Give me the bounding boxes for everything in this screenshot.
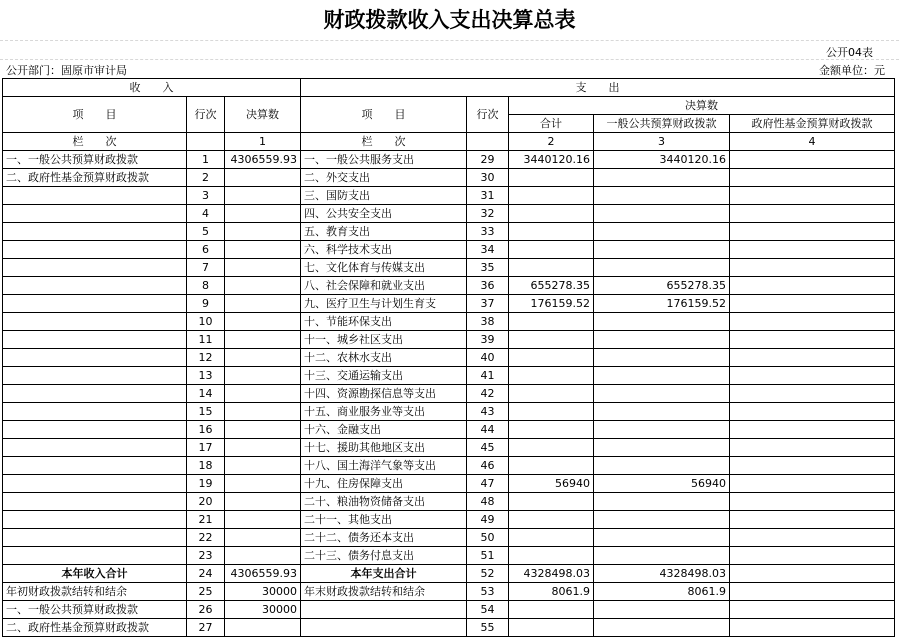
income-item-cell: [3, 241, 187, 259]
income-rowno-cell: 3: [187, 187, 225, 205]
income-item-cell: [3, 367, 187, 385]
income-amount-cell: [225, 241, 301, 259]
fund-cell: [730, 313, 895, 331]
fund-cell: [730, 169, 895, 187]
income-item-cell: [3, 421, 187, 439]
total-cell: [509, 421, 594, 439]
income-item-cell: [3, 349, 187, 367]
expense-item-cell: 年末财政拨款结转和结余: [301, 583, 467, 601]
expense-item-cell: 二十、粮油物资储备支出: [301, 493, 467, 511]
expense-item-cell: 六、科学技术支出: [301, 241, 467, 259]
expense-item-cell: 十一、城乡社区支出: [301, 331, 467, 349]
general-cell: 4328498.03: [594, 565, 730, 583]
fund-cell: [730, 277, 895, 295]
expense-item-cell: 十八、国土海洋气象等支出: [301, 457, 467, 475]
income-rowno-cell: 20: [187, 493, 225, 511]
unit-label: 金额单位：元: [819, 64, 885, 77]
form-number: 公开04表: [826, 46, 873, 59]
income-item-header: 项 目: [3, 97, 187, 133]
income-rowno-cell: 27: [187, 619, 225, 637]
income-amount-cell: 4306559.93: [225, 151, 301, 169]
total-cell: [509, 313, 594, 331]
general-cell: [594, 421, 730, 439]
income-item-cell: 二、政府性基金预算财政拨款: [3, 169, 187, 187]
table-row: [3, 205, 895, 223]
fund-cell: [730, 259, 895, 277]
total-cell: [509, 493, 594, 511]
general-cell: [594, 493, 730, 511]
income-rowno-cell: 13: [187, 367, 225, 385]
income-rowno-cell: 9: [187, 295, 225, 313]
expense-rowno-cell: 37: [467, 295, 509, 313]
fund-cell: [730, 529, 895, 547]
income-amount-cell: [225, 475, 301, 493]
income-amount-cell: [225, 295, 301, 313]
total-cell: [509, 547, 594, 565]
expense-rowno-cell: 42: [467, 385, 509, 403]
income-rowno-cell: 1: [187, 151, 225, 169]
general-cell: [594, 619, 730, 637]
general-cell: [594, 349, 730, 367]
total-cell: [509, 367, 594, 385]
general-cell: [594, 601, 730, 619]
general-cell: [594, 457, 730, 475]
income-amount-cell: [225, 367, 301, 385]
fund-cell: [730, 475, 895, 493]
fund-cell: [730, 205, 895, 223]
income-amount-cell: [225, 277, 301, 295]
expense-item-cell: 三、国防支出: [301, 187, 467, 205]
total-cell: 4328498.03: [509, 565, 594, 583]
fund-cell: [730, 457, 895, 475]
income-amount-cell: [225, 403, 301, 421]
table-row: [3, 151, 895, 169]
total-cell: 3440120.16: [509, 151, 594, 169]
budget-table: [2, 78, 895, 637]
income-rowno-cell: 23: [187, 547, 225, 565]
general-cell: [594, 529, 730, 547]
expense-item-cell: 一、一般公共服务支出: [301, 151, 467, 169]
income-rowno-cell: 15: [187, 403, 225, 421]
general-header: 一般公共预算财政拨款: [594, 115, 730, 133]
table-row: [3, 439, 895, 457]
sheet-gridline: [0, 59, 899, 60]
income-rowno-cell: 4: [187, 205, 225, 223]
fund-cell: [730, 439, 895, 457]
income-item-cell: [3, 205, 187, 223]
general-cell: 3440120.16: [594, 151, 730, 169]
total-cell: [509, 331, 594, 349]
table-row: [3, 619, 895, 637]
total-cell: 8061.9: [509, 583, 594, 601]
col-index-1: 1: [225, 133, 301, 151]
income-item-cell: [3, 295, 187, 313]
table-row: [3, 403, 895, 421]
income-rowno-cell: 2: [187, 169, 225, 187]
expense-rowno-cell: 43: [467, 403, 509, 421]
fund-cell: [730, 385, 895, 403]
expense-rowno-cell: 29: [467, 151, 509, 169]
fund-cell: [730, 187, 895, 205]
table-row: [3, 241, 895, 259]
income-amount-cell: [225, 511, 301, 529]
income-item-cell: 二、政府性基金预算财政拨款: [3, 619, 187, 637]
income-amount-cell: 30000: [225, 583, 301, 601]
income-rowno-cell: 10: [187, 313, 225, 331]
fund-cell: [730, 619, 895, 637]
income-item-cell: 本年收入合计: [3, 565, 187, 583]
income-lanci: 栏 次: [3, 133, 187, 151]
income-amount-cell: 4306559.93: [225, 565, 301, 583]
expense-rowno-cell: 45: [467, 439, 509, 457]
general-cell: [594, 511, 730, 529]
expense-item-cell: 十四、资源勘探信息等支出: [301, 385, 467, 403]
expense-lanci-no: [467, 133, 509, 151]
income-amount-cell: [225, 223, 301, 241]
total-cell: [509, 241, 594, 259]
expense-item-cell: 十五、商业服务业等支出: [301, 403, 467, 421]
general-cell: [594, 313, 730, 331]
income-amount-cell: [225, 187, 301, 205]
total-cell: [509, 619, 594, 637]
table-row: [3, 313, 895, 331]
income-item-cell: [3, 439, 187, 457]
expense-item-cell: 二十二、债务还本支出: [301, 529, 467, 547]
col-index-4: 4: [730, 133, 895, 151]
income-rowno-cell: 6: [187, 241, 225, 259]
expense-item-cell: 十七、援助其他地区支出: [301, 439, 467, 457]
total-cell: [509, 223, 594, 241]
income-amount-header: 决算数: [225, 97, 301, 133]
total-cell: [509, 457, 594, 475]
fund-cell: [730, 547, 895, 565]
expense-rowno-cell: 44: [467, 421, 509, 439]
expense-item-cell: 九、医疗卫生与计划生育支: [301, 295, 467, 313]
income-amount-cell: [225, 205, 301, 223]
general-cell: [594, 331, 730, 349]
general-cell: 56940: [594, 475, 730, 493]
table-row: [3, 277, 895, 295]
income-amount-cell: [225, 529, 301, 547]
expense-rowno-cell: 30: [467, 169, 509, 187]
table-row: [3, 511, 895, 529]
general-cell: [594, 367, 730, 385]
table-row: [3, 529, 895, 547]
expense-rowno-cell: 35: [467, 259, 509, 277]
expense-rowno-cell: 55: [467, 619, 509, 637]
income-rowno-cell: 16: [187, 421, 225, 439]
table-row: [3, 493, 895, 511]
expense-amount-header: 决算数: [509, 97, 895, 115]
fund-header: 政府性基金预算财政拨款: [730, 115, 895, 133]
expense-rowno-cell: 34: [467, 241, 509, 259]
total-cell: [509, 511, 594, 529]
table-row: [3, 331, 895, 349]
income-amount-cell: [225, 331, 301, 349]
report-title: 财政拨款收入支出决算总表: [323, 7, 576, 32]
general-cell: 655278.35: [594, 277, 730, 295]
income-rowno-cell: 21: [187, 511, 225, 529]
expense-rowno-cell: 54: [467, 601, 509, 619]
total-header: 合计: [509, 115, 594, 133]
expense-rowno-cell: 51: [467, 547, 509, 565]
income-rowno-cell: 12: [187, 349, 225, 367]
total-cell: [509, 187, 594, 205]
income-item-cell: [3, 529, 187, 547]
general-cell: [594, 259, 730, 277]
expense-rowno-cell: 50: [467, 529, 509, 547]
fund-cell: [730, 295, 895, 313]
table-row: [3, 295, 895, 313]
general-cell: [594, 223, 730, 241]
income-amount-cell: [225, 439, 301, 457]
col-index-2: 2: [509, 133, 594, 151]
income-item-cell: 年初财政拨款结转和结余: [3, 583, 187, 601]
fund-cell: [730, 601, 895, 619]
general-cell: [594, 169, 730, 187]
expense-item-cell: 十三、交通运输支出: [301, 367, 467, 385]
income-amount-cell: [225, 349, 301, 367]
fund-cell: [730, 241, 895, 259]
income-rowno-header: 行次: [187, 97, 225, 133]
expense-rowno-cell: 36: [467, 277, 509, 295]
expense-item-cell: 四、公共安全支出: [301, 205, 467, 223]
income-item-cell: [3, 475, 187, 493]
table-row: [3, 547, 895, 565]
expense-item-cell: 十二、农林水支出: [301, 349, 467, 367]
table-row: [3, 583, 895, 601]
expense-rowno-cell: 32: [467, 205, 509, 223]
income-rowno-cell: 11: [187, 331, 225, 349]
expense-item-cell: 二十一、其他支出: [301, 511, 467, 529]
income-rowno-cell: 26: [187, 601, 225, 619]
fund-cell: [730, 367, 895, 385]
general-cell: [594, 205, 730, 223]
expense-item-cell: 八、社会保障和就业支出: [301, 277, 467, 295]
total-cell: [509, 349, 594, 367]
general-cell: [594, 187, 730, 205]
expense-item-cell: 五、教育支出: [301, 223, 467, 241]
expense-rowno-cell: 40: [467, 349, 509, 367]
fund-cell: [730, 583, 895, 601]
income-item-cell: [3, 403, 187, 421]
total-cell: [509, 169, 594, 187]
fund-cell: [730, 403, 895, 421]
income-item-cell: [3, 259, 187, 277]
income-item-cell: [3, 493, 187, 511]
income-amount-cell: [225, 259, 301, 277]
income-amount-cell: [225, 547, 301, 565]
expense-item-cell: 二、外交支出: [301, 169, 467, 187]
expense-item-cell: [301, 601, 467, 619]
total-cell: [509, 529, 594, 547]
expense-item-cell: [301, 619, 467, 637]
expense-rowno-cell: 47: [467, 475, 509, 493]
sheet-gridline: [0, 40, 899, 41]
income-item-cell: [3, 277, 187, 295]
expense-rowno-cell: 38: [467, 313, 509, 331]
income-rowno-cell: 7: [187, 259, 225, 277]
table-row: [3, 421, 895, 439]
fund-cell: [730, 511, 895, 529]
general-cell: [594, 439, 730, 457]
col-index-3: 3: [594, 133, 730, 151]
fund-cell: [730, 223, 895, 241]
table-row: [3, 457, 895, 475]
income-item-cell: [3, 187, 187, 205]
expense-header: 支 出: [301, 79, 895, 97]
table-row: [3, 169, 895, 187]
expense-rowno-cell: 48: [467, 493, 509, 511]
expense-rowno-cell: 39: [467, 331, 509, 349]
total-cell: [509, 601, 594, 619]
fund-cell: [730, 349, 895, 367]
income-rowno-cell: 24: [187, 565, 225, 583]
expense-rowno-header: 行次: [467, 97, 509, 133]
fund-cell: [730, 493, 895, 511]
income-item-cell: [3, 331, 187, 349]
income-rowno-cell: 25: [187, 583, 225, 601]
income-rowno-cell: 17: [187, 439, 225, 457]
income-rowno-cell: 14: [187, 385, 225, 403]
income-amount-cell: 30000: [225, 601, 301, 619]
expense-rowno-cell: 33: [467, 223, 509, 241]
income-item-cell: [3, 457, 187, 475]
income-header: 收 入: [3, 79, 301, 97]
total-cell: [509, 205, 594, 223]
table-row: [3, 601, 895, 619]
general-cell: 176159.52: [594, 295, 730, 313]
expense-rowno-cell: 53: [467, 583, 509, 601]
income-item-cell: [3, 313, 187, 331]
general-cell: [594, 241, 730, 259]
table-row: [3, 565, 895, 583]
income-amount-cell: [225, 493, 301, 511]
department-label: 公开部门：固原市审计局: [6, 64, 127, 77]
income-item-cell: 一、一般公共预算财政拨款: [3, 151, 187, 169]
table-row: [3, 475, 895, 493]
income-amount-cell: [225, 385, 301, 403]
income-amount-cell: [225, 457, 301, 475]
income-item-cell: [3, 511, 187, 529]
income-rowno-cell: 18: [187, 457, 225, 475]
income-amount-cell: [225, 619, 301, 637]
table-row: [3, 187, 895, 205]
fund-cell: [730, 151, 895, 169]
income-amount-cell: [225, 169, 301, 187]
expense-item-cell: 十六、金融支出: [301, 421, 467, 439]
income-item-cell: [3, 223, 187, 241]
general-cell: [594, 547, 730, 565]
table-row: [3, 367, 895, 385]
fund-cell: [730, 421, 895, 439]
total-cell: [509, 403, 594, 421]
table-row: [3, 259, 895, 277]
income-amount-cell: [225, 421, 301, 439]
general-cell: [594, 385, 730, 403]
expense-lanci: 栏 次: [301, 133, 467, 151]
total-cell: [509, 385, 594, 403]
income-rowno-cell: 8: [187, 277, 225, 295]
expense-item-cell: 二十三、债务付息支出: [301, 547, 467, 565]
fund-cell: [730, 331, 895, 349]
total-cell: [509, 439, 594, 457]
expense-item-cell: 十、节能环保支出: [301, 313, 467, 331]
income-rowno-cell: 5: [187, 223, 225, 241]
table-row: [3, 385, 895, 403]
income-item-cell: [3, 547, 187, 565]
income-amount-cell: [225, 313, 301, 331]
income-item-cell: [3, 385, 187, 403]
general-cell: 8061.9: [594, 583, 730, 601]
expense-rowno-cell: 52: [467, 565, 509, 583]
expense-rowno-cell: 49: [467, 511, 509, 529]
income-rowno-cell: 22: [187, 529, 225, 547]
total-cell: 655278.35: [509, 277, 594, 295]
expense-rowno-cell: 41: [467, 367, 509, 385]
table-row: [3, 223, 895, 241]
table-row: [3, 349, 895, 367]
expense-rowno-cell: 31: [467, 187, 509, 205]
expense-item-cell: 七、文化体育与传媒支出: [301, 259, 467, 277]
fund-cell: [730, 565, 895, 583]
income-lanci-no: [187, 133, 225, 151]
general-cell: [594, 403, 730, 421]
expense-rowno-cell: 46: [467, 457, 509, 475]
income-item-cell: 一、一般公共预算财政拨款: [3, 601, 187, 619]
income-rowno-cell: 19: [187, 475, 225, 493]
total-cell: 176159.52: [509, 295, 594, 313]
expense-item-cell: 本年支出合计: [301, 565, 467, 583]
total-cell: [509, 259, 594, 277]
expense-item-header: 项 目: [301, 97, 467, 133]
expense-item-cell: 十九、住房保障支出: [301, 475, 467, 493]
total-cell: 56940: [509, 475, 594, 493]
